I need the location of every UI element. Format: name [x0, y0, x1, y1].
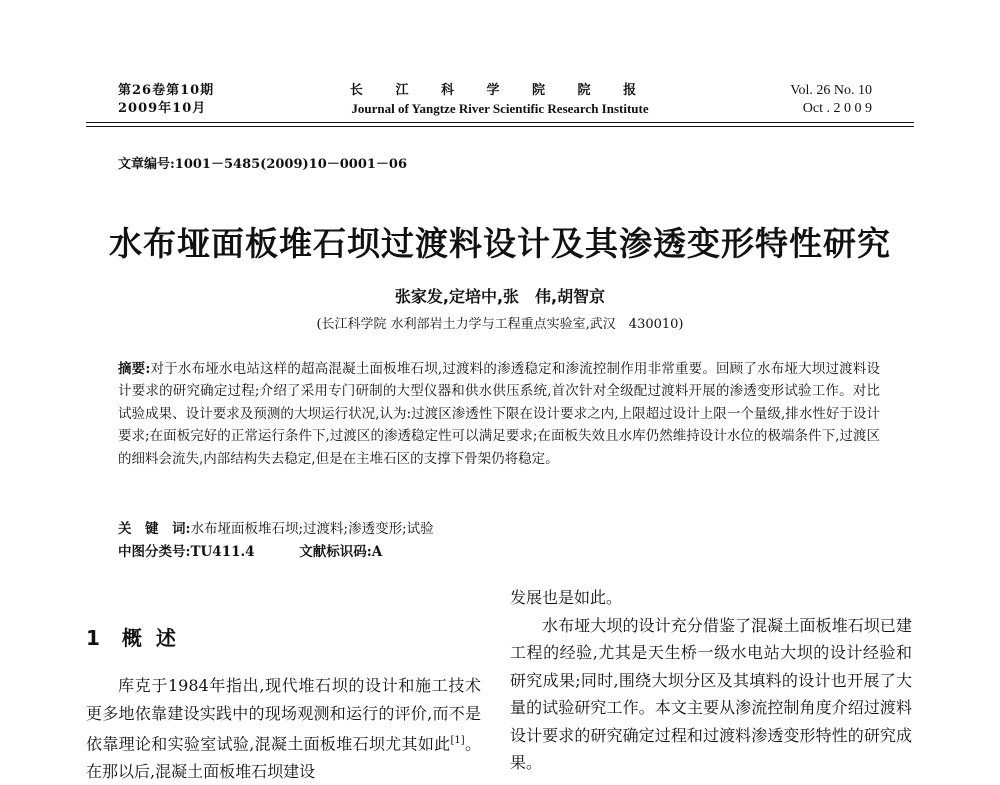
volume-issue-cn: 第26卷第10期 [118, 83, 215, 98]
journal-volume-en [790, 82, 872, 118]
abstract [118, 358, 880, 470]
citation: [1] [450, 735, 465, 746]
document-code [299, 540, 382, 560]
classification [118, 540, 382, 560]
journal-name-en: Journal of Yangtze River Scientific Research Institute [351, 101, 649, 116]
keywords [118, 517, 434, 537]
section-heading [86, 622, 190, 651]
section-number: 1 [86, 626, 100, 650]
header-rule-thick [86, 122, 914, 123]
journal-name-cn: 长 江 科 学 院 院 报 [349, 83, 651, 98]
body-paragraph [86, 672, 481, 785]
author-list: 张家发,定培中,张 伟,胡智京 [394, 287, 606, 306]
clc-label: 中图分类号: [118, 544, 191, 560]
clc-value: TU411.4 [190, 544, 255, 560]
body-paragraph: 水布垭大坝的设计充分借鉴了混凝土面板堆石坝已建工程的经验,尤其是天生桥一级水电站大坝的设计经验和研究成果;同时,围绕大坝分区及其填料的设计也开展了大量的试验研究工作。本文主要从渗流控制角度介绍过渡料设计要求的研究确定过程和过渡料渗透变形特性的研究成果。 [510, 615, 912, 772]
body-column-right [510, 584, 912, 777]
body-continuation: 发展也是如此。 [510, 588, 623, 607]
date-cn: 2009年10月 [118, 101, 207, 116]
body-column-left [86, 672, 481, 785]
date-en: Oct . 2 0 0 9 [802, 101, 872, 116]
affiliation: (长江科学院 水利部岩土力学与工程重点实验室,武汉 430010) [316, 317, 684, 332]
article-number: 文章编号:1001－5485(2009)10－0001－06 [118, 157, 408, 172]
doc-code-label: 文献标识码: [299, 544, 372, 560]
header-rule-thin [86, 126, 914, 127]
keywords-label: 关 键 词: [118, 521, 191, 537]
journal-name [320, 82, 680, 118]
paper-title: 水布垭面板堆石坝过渡料设计及其渗透变形特性研究 [109, 224, 891, 263]
body-paragraph-text: 库克于1984年指出,现代堆石坝的设计和施工技术更多地依靠建设实践中的现场观测和运行的评价,而不是依靠理论和实验室试验,混凝土面板堆石坝尤其如此 [86, 676, 481, 754]
keywords-text: 水布垭面板堆石坝;过渡料;渗透变形;试验 [190, 521, 434, 537]
abstract-label: 摘要: [118, 361, 151, 377]
volume-issue-en: Vol. 26 No. 10 [790, 83, 872, 98]
body-paragraph-tail: 。在那以后,混凝土面板堆石坝建设 [86, 734, 481, 781]
doc-code-value: A [371, 544, 383, 560]
abstract-text: 对于水布垭水电站这样的超高混凝土面板堆石坝,过渡料的渗透稳定和渗流控制作用非常重要。回顾了水布垭大坝过渡料设计要求的研究确定过程;介绍了采用专门研制的大型仪器和供水供压系统,首次针对全级配过渡料开展的渗透变形试验工作。对比试验成果、设计要求及预测的大坝运行状况,认为:过渡区渗透性下限在设计要求之内,上限超过设计上限一个量级,排水性好于设计要求;在面板完好的正常运行条件下,过渡区的渗透稳定性可以满足要求;在面板失效且水库仍然维持设计水位的极端条件下,过渡区的细料会流失,内部结构失去稳定,但是在主堆石区的支撑下骨架仍将稳定。 [118, 361, 881, 467]
section-title: 概述 [121, 626, 190, 650]
journal-volume-cn [118, 82, 214, 118]
